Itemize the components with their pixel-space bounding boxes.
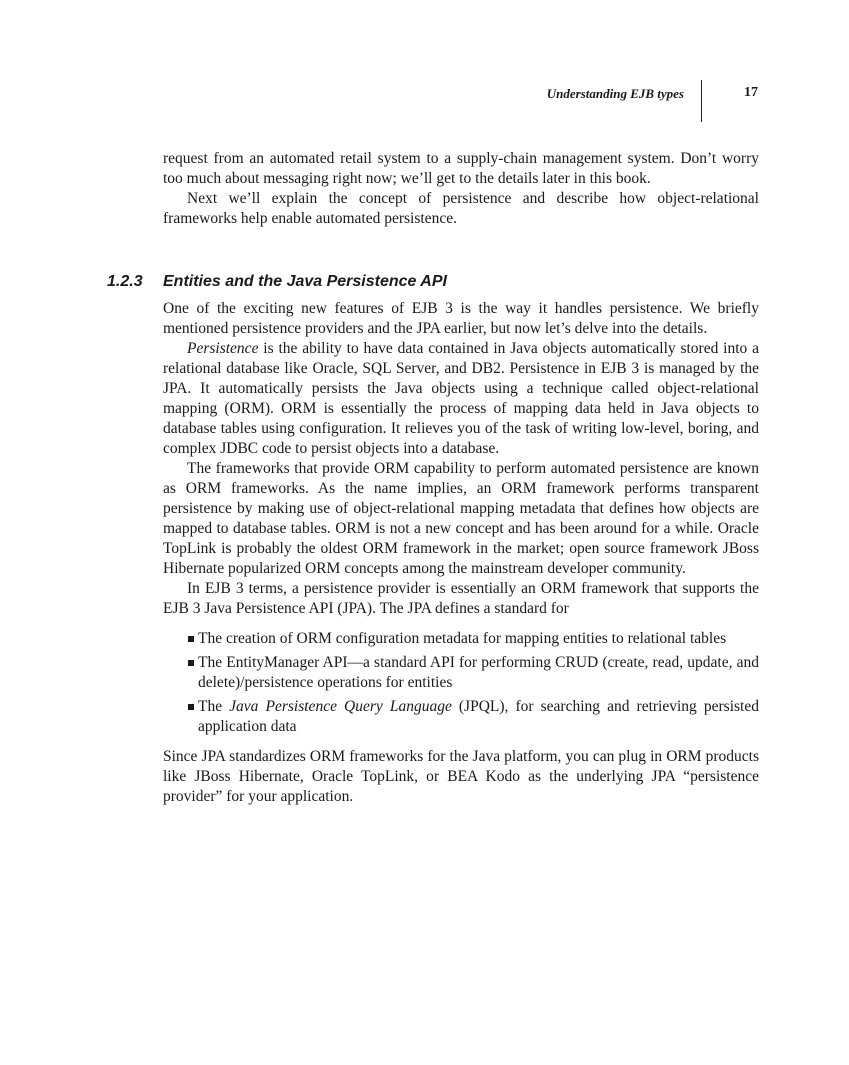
intro-text — [163, 149, 759, 229]
bullet-list — [163, 629, 759, 737]
section-body — [163, 299, 759, 807]
bullet-square-icon — [188, 636, 194, 642]
bullet-text-rest: (JPQL), for searching and retrieving persisted application data — [198, 698, 759, 735]
body-paragraph-1: One of the exciting new features of EJB 3 is the way it handles persistence. We briefly mentioned persistence providers and the JPA earlier, but now let’s delve into the details. — [163, 300, 759, 337]
bullet-item — [198, 697, 759, 737]
term-persistence: Persistence — [187, 340, 259, 357]
bullet-item — [198, 653, 759, 693]
intro-paragraph-2: Next we’ll explain the concept of persistence and describe how object-relational frameworks help enable automated persistence. — [163, 190, 759, 227]
bullet-text: The creation of ORM configuration metadata for mapping entities to relational tables — [198, 630, 727, 647]
section-heading — [107, 273, 447, 291]
section-number: 1.2.3 — [107, 273, 143, 290]
bullet-square-icon — [188, 704, 194, 710]
section-title: Entities and the Java Persistence API — [163, 273, 447, 290]
bullet-square-icon — [188, 660, 194, 666]
closing-paragraph: Since JPA standardizes ORM frameworks for the Java platform, you can plug in ORM products like JBoss Hibernate, Oracle TopLink, or BEA Kodo as the underlying JPA “persistence provider” for your application. — [163, 748, 759, 805]
intro-paragraph-1: request from an automated retail system to a supply-chain management system. Don’t worry too much about messaging right now; we’ll get to the details later in this book. — [163, 150, 759, 187]
body-paragraph-2-text: is the ability to have data contained in Java objects automatically stored into a relational database like Oracle, SQL Server, and DB2. Persistence in EJB 3 is managed by the JPA. It automatically persists the Java objects using a technique called object-relational mapping (ORM). ORM is essentially the process of mapping data held in Java objects to database tables using configuration. It relieves you of the task of writing low-level, boring, and complex JDBC code to persist objects into a database. — [163, 340, 759, 457]
body-paragraph-3: The frameworks that provide ORM capability to perform automated persistence are known as ORM frameworks. As the name implies, an ORM framework performs transparent persistence by making use of object-relational mapping metadata that defines how objects are mapped to database tables. ORM is not a new concept and has been around for a while. Oracle TopLink is probably the oldest ORM framework in the market; open source framework JBoss Hibernate popularized ORM concepts among the mainstream developer community. — [163, 460, 759, 577]
bullet-emphasis: Java Persistence Query Language — [229, 698, 452, 715]
bullet-item — [198, 629, 759, 649]
running-header-title: Understanding EJB types — [546, 86, 684, 101]
bullet-text: The — [198, 698, 230, 715]
body-paragraph-4: In EJB 3 terms, a persistence provider is essentially an ORM framework that supports the EJB 3 Java Persistence API (JPA). The JPA defines a standard for — [163, 580, 759, 617]
bullet-text: The EntityManager API—a standard API for performing CRUD (create, read, update, and delete)/persistence operations for entities — [198, 654, 759, 691]
page-number: 17 — [744, 85, 758, 100]
header-divider — [701, 80, 702, 122]
body-paragraph-2 — [163, 339, 759, 459]
